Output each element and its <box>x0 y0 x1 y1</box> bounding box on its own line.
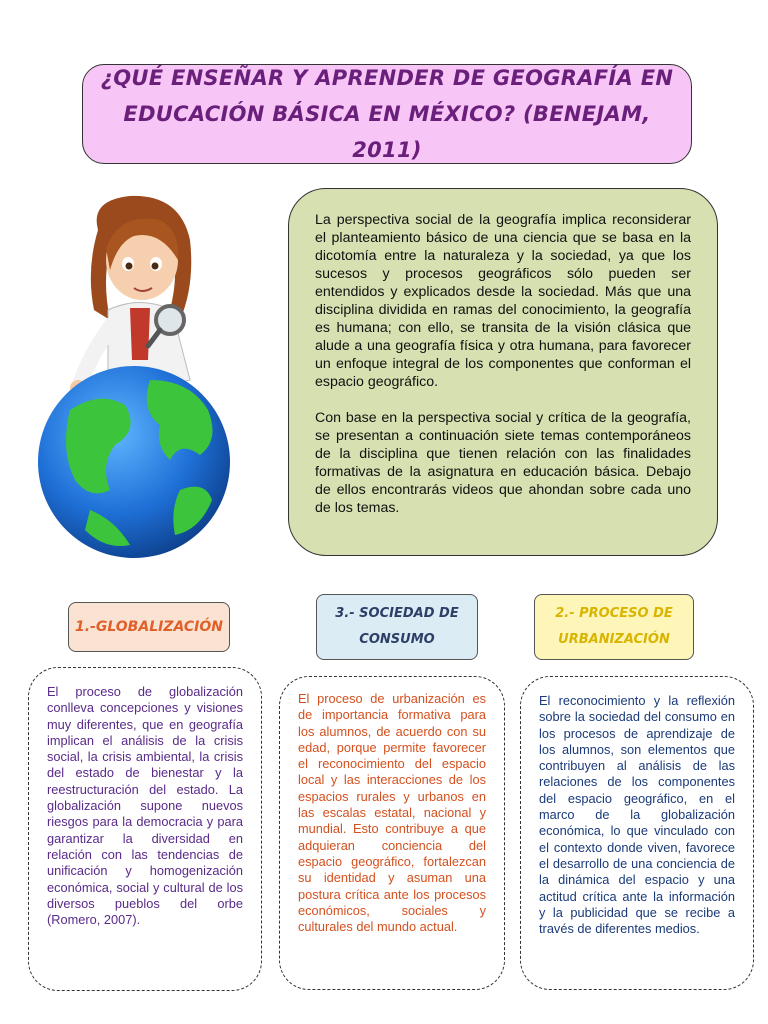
page-title: ¿QUÉ ENSEÑAR Y APRENDER DE GEOGRAFÍA EN EDUCACIÓN BÁSICA EN MÉXICO? (BENEJAM, 2011) <box>100 66 674 162</box>
intro-box <box>288 188 718 556</box>
globalizacion-label: 1.-GLOBALIZACIÓN <box>68 602 230 652</box>
sociedad-consumo-text: El reconocimiento y la reflexión sobre la sociedad del consumo en los procesos de aprendizaje de los alumnos, son elementos que contribuyen al análisis de las relaciones de los componentes del espacio geográfico, en el marco de la globalización económica, lo que vinculado con el contexto donde viven, favorece el desarrollo de una conciencia de la dinámica del espacio y una actitud crítica ante la información y la publicidad que se recibe a través de diferentes medios. <box>539 693 735 937</box>
girl-on-globe-illustration <box>30 190 270 560</box>
title-banner <box>82 64 692 164</box>
intro-paragraph-1: La perspectiva social de la geografía implica reconsiderar el planteamiento básico de una ciencia que se basa en la dicotomía entre la naturaleza y la sociedad, ya que los sucesos y procesos geográficos sólo pueden ser entendidos y explicados desde la sociedad. Más que una disciplina dividida en ramas del conocimiento, la geografía es humana; con ello, se transita de la visión clásica que alude a una geografía física y otra humana, para favorecer un enfoque integral de los componentes que conforman el espacio geográfico. <box>315 212 691 390</box>
urbanizacion-card <box>279 676 505 990</box>
globalizacion-card <box>28 667 262 991</box>
intro-paragraph-2: Con base en la perspectiva social y crítica de la geografía, se presentan a continuación siete temas contemporáneos de la disciplina que tienen relación con las finalidades formativas de la asignatura en educación básica. Debajo de ellos encontrarás videos que ahondan sobre cada uno de los temas. <box>315 410 691 516</box>
urbanizacion-label: 2.- PROCESO DE URBANIZACIÓN <box>534 594 694 660</box>
urbanizacion-text: El proceso de urbanización es de importancia formativa para los alumnos, de acuerdo con su edad, porque permite favorecer el reconocimiento del espacio local y las interacciones de los espacios rurales y urbanos en las escalas estatal, nacional y mundial. Esto contribuye a que adquieran conciencia del espacio geográfico, fortalezcan su identidad y asuman una postura crítica ante los procesos económicos, sociales y culturales del mundo actual. <box>298 691 486 935</box>
sociedad-consumo-card <box>520 676 754 990</box>
sociedad-consumo-label: 3.- SOCIEDAD DE CONSUMO <box>316 594 478 660</box>
globalizacion-text: El proceso de globalización conlleva concepciones y visiones muy diferentes, que en geografía implican el análisis de la crisis social, la crisis ambiental, la crisis del estado de bienestar y la reestructuración del estado. La globalización supone nuevos riesgos para la democracia y para garantizar la diversidad en relación con las tendencias de unificación y homogenización económica, social y cultural de los diversos pueblos del orbe (Romero, 2007). <box>47 684 243 928</box>
